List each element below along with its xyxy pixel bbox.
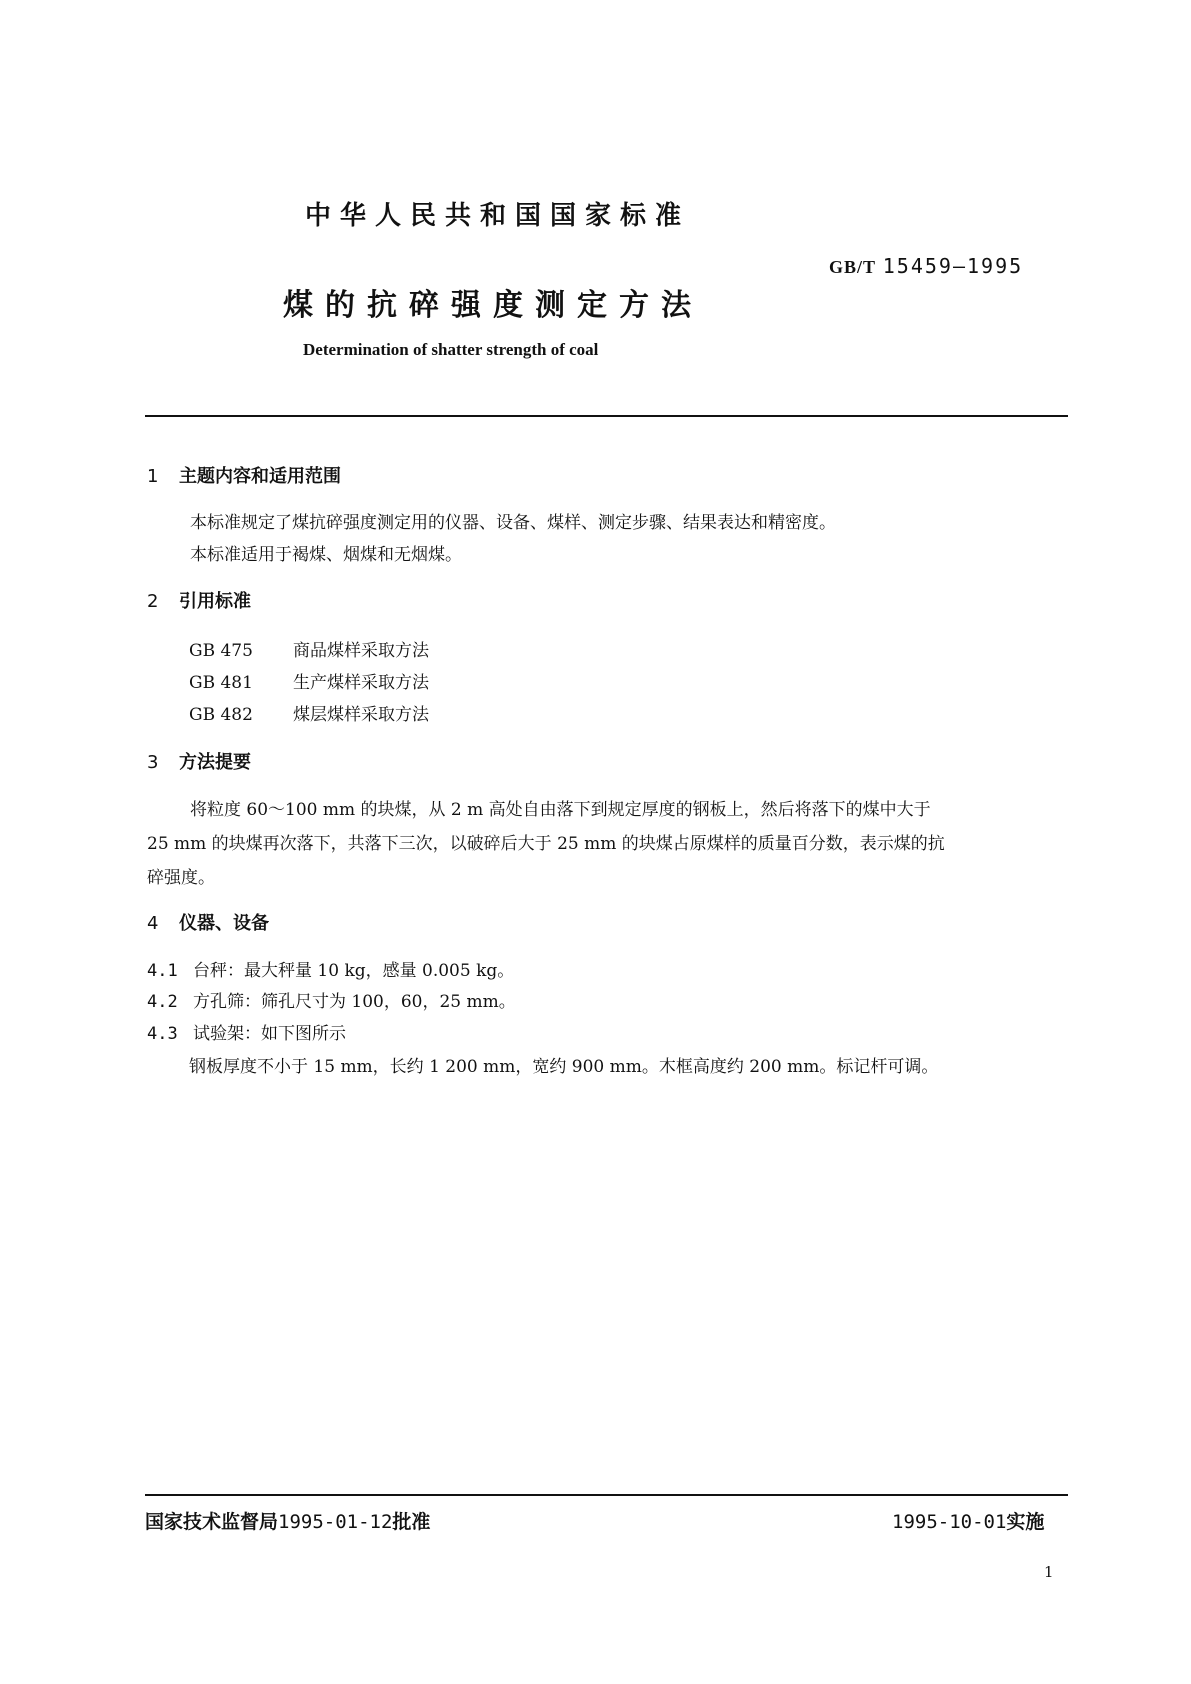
reference-item (189, 668, 429, 693)
section-title: 主题内容和适用范围 (179, 466, 341, 487)
section-number: 1 (147, 466, 159, 487)
english-title: Determination of shatter strength of coal (303, 340, 599, 359)
reference-code: GB 481 (189, 673, 253, 693)
standard-number (829, 254, 1023, 278)
section-number: 2 (147, 591, 159, 612)
section-title: 引用标准 (179, 591, 251, 612)
section-heading (147, 748, 251, 774)
section-number: 4 (147, 913, 159, 934)
document-title: 煤的抗碎强度测定方法 (283, 288, 703, 323)
item-number: 4.2 (147, 992, 178, 1012)
item-number: 4.1 (147, 961, 178, 981)
paragraph: 本标准规定了煤抗碎强度测定用的仪器、设备、煤样、测定步骤、结果表达和精密度。 (190, 513, 836, 533)
approval-word: 批准 (392, 1511, 431, 1533)
approval-line (145, 1507, 430, 1534)
list-item (147, 956, 514, 981)
reference-item (189, 700, 429, 725)
approval-date: 1995-01-12 (278, 1511, 393, 1533)
reference-title: 商品煤样采取方法 (293, 641, 429, 661)
section-heading (147, 462, 341, 488)
section-title: 仪器、设备 (179, 913, 269, 934)
reference-title: 生产煤样采取方法 (293, 673, 429, 693)
paragraph-line: 碎强度。 (147, 868, 215, 888)
list-item (147, 1019, 346, 1044)
footer-divider (145, 1494, 1068, 1496)
list-item (147, 987, 516, 1012)
paragraph: 本标准适用于褐煤、烟煤和无烟煤。 (190, 545, 462, 565)
effective-line (892, 1507, 1044, 1534)
effective-date: 1995-10-01 (892, 1511, 1007, 1533)
section-heading (147, 909, 269, 935)
reference-code: GB 482 (189, 705, 253, 725)
reference-item (189, 636, 429, 661)
paragraph-line: 将粒度 60～100 mm 的块煤，从 2 m 高处自由落下到规定厚度的钢板上，然后将落下的煤中大于 (190, 800, 931, 820)
effective-word: 实施 (1006, 1511, 1045, 1533)
reference-code: GB 475 (189, 641, 253, 661)
national-standard-title: 中华人民共和国国家标准 (305, 201, 691, 231)
item-number: 4.3 (147, 1024, 178, 1044)
item-text: 台秤：最大秤量 10 kg，感量 0.005 kg。 (193, 961, 515, 981)
paragraph: 钢板厚度不小于 15 mm，长约 1 200 mm，宽约 900 mm。木框高度约 200 mm。标记杆可调。 (189, 1057, 939, 1077)
header-divider (145, 415, 1068, 417)
section-title: 方法提要 (179, 752, 251, 773)
section-number: 3 (147, 752, 159, 773)
paragraph-line: 25 mm 的块煤再次落下，共落下三次，以破碎后大于 25 mm 的块煤占原煤样的质量百分数，表示煤的抗 (147, 834, 945, 854)
page-number: 1 (1044, 1563, 1054, 1581)
item-text: 方孔筛：筛孔尺寸为 100，60，25 mm。 (193, 992, 516, 1012)
approval-org: 国家技术监督局 (145, 1511, 279, 1533)
standard-code: 15459—1995 (882, 254, 1024, 278)
standard-prefix: GB/T (829, 257, 877, 277)
section-heading (147, 587, 251, 613)
item-text: 试验架：如下图所示 (193, 1024, 346, 1044)
reference-title: 煤层煤样采取方法 (293, 705, 429, 725)
